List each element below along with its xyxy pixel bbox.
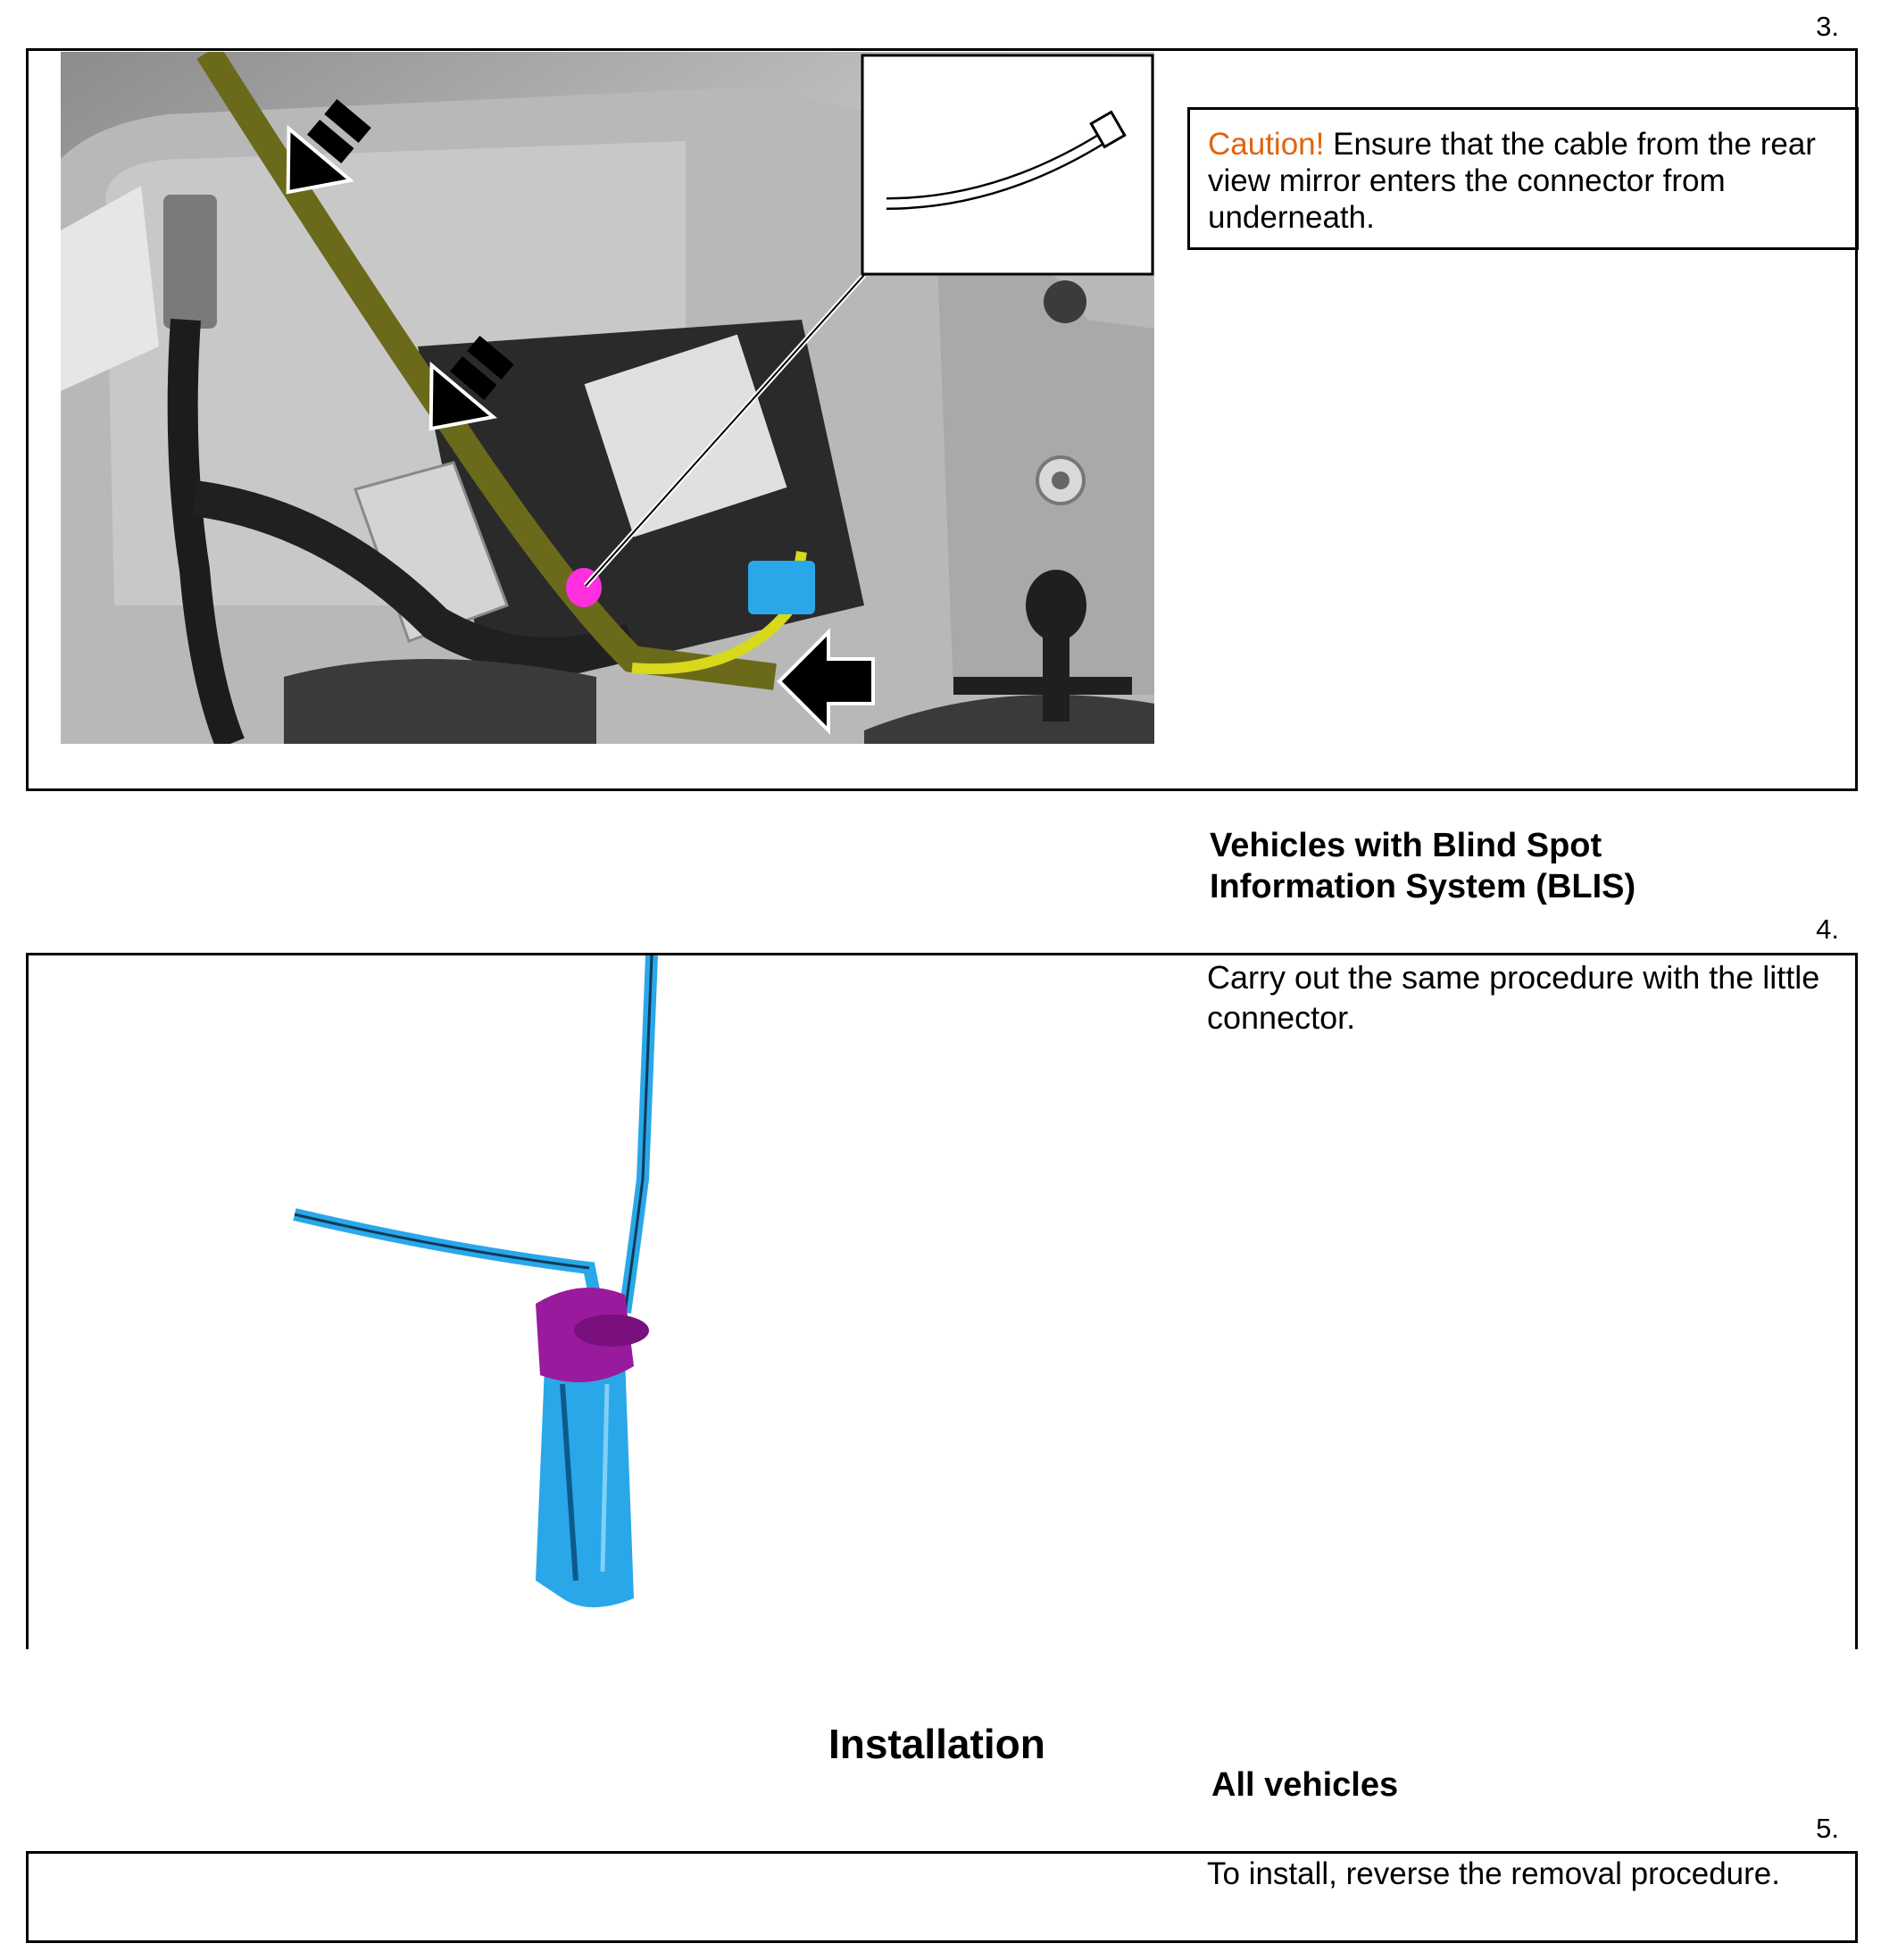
caution-text: Ensure that the cable from the rear view mirror enters the connector from underneath. bbox=[1208, 127, 1816, 235]
installation-heading: Installation bbox=[828, 1721, 1045, 1767]
step-4-number: 4. bbox=[1816, 913, 1839, 945]
caution-label: Caution! bbox=[1208, 127, 1325, 162]
step-5-text: To install, reverse the removal procedure. bbox=[1207, 1856, 1780, 1891]
step-4-text: Carry out the same procedure with the little connector. bbox=[1207, 959, 1820, 1036]
step-5-number: 5. bbox=[1816, 1813, 1839, 1844]
caution-note bbox=[1187, 107, 1859, 250]
step-3-illustration bbox=[61, 52, 1154, 744]
blis-heading: Vehicles with Blind Spot Information System (BLIS) bbox=[1210, 827, 1636, 905]
step-3-number: 3. bbox=[1816, 11, 1839, 42]
all-vehicles-heading: All vehicles bbox=[1211, 1766, 1399, 1804]
step-4-illustration bbox=[268, 955, 678, 1616]
